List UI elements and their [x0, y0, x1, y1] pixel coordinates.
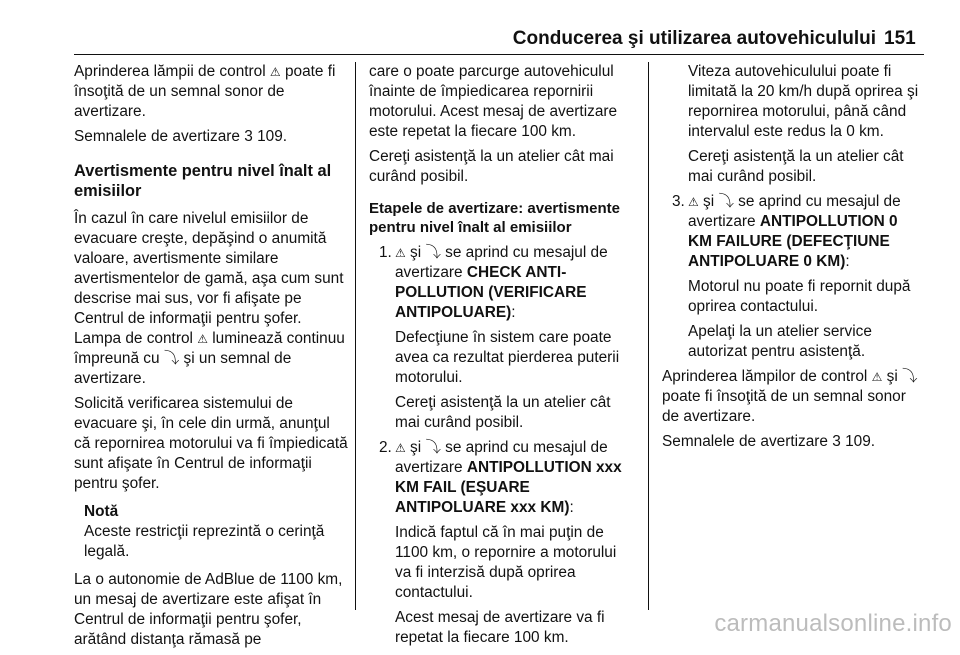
- paragraph: care o poate parcurge autovehiculul înainte de împiedicarea repornirii motorului. Acest mesaj de avertizare este repetat la fiecare 100 km.: [369, 63, 618, 140]
- emission-lamp-icon: ⤵: [718, 193, 734, 210]
- paragraph: Solicită verificarea sistemului de evacuare şi, în cele din urmă, anunţul că repornirea motorului va fi împiedicată sunt afişate în Centrul de informaţii pentru şofer.: [74, 395, 348, 492]
- emission-lamp-icon: ⤵: [902, 368, 918, 385]
- list-item: 2. ⚠ şi ⤵ se aprind cu mesajul de avertizare ANTIPOLLUTION xxx KM FAIL (EŞUARE ANTIPOLUARE xxx KM): Indică faptul că în mai puţin de 1100 km, o repornire a motorului va fi interzisă după oprirea contactului. Acest mesaj de avertizare va fi repetat la fiecare 100 km.: [379, 439, 622, 646]
- control-lamp-icon: ⚠: [395, 246, 406, 260]
- control-lamp-icon: ⚠: [688, 195, 699, 209]
- header-rule: [74, 54, 924, 55]
- paragraph: Semnalele de avertizare 3 109.: [662, 433, 876, 450]
- warning-message: ANTIPOLLUTION xxx KM FAIL (EŞUARE ANTIPOLUARE xxx KM): [395, 459, 622, 516]
- control-lamp-icon: ⚠: [395, 441, 406, 455]
- paragraph: Aprinderea lămpilor de control ⚠ şi ⤵ poate fi însoţită de un semnal sonor de avertizare.: [662, 368, 918, 425]
- header-title: Conducerea şi utilizarea autovehiculului: [512, 28, 876, 49]
- list-item-continuation: Viteza autovehiculului poate fi limitată la 20 km/h după oprirea şi repornirea motorului, până când intervalul este redus la 0 km. Cereţi asistenţă la un atelier cât mai curând posibil.: [688, 63, 919, 185]
- note-text: Aceste restricţii reprezintă o cerinţă legală.: [84, 523, 325, 560]
- list-number: 1.: [379, 244, 392, 261]
- paragraph: Semnalele de avertizare 3 109.: [74, 128, 288, 145]
- page-reference-link[interactable]: 109.: [840, 433, 876, 450]
- note-title: Notă: [84, 503, 119, 520]
- emission-lamp-icon: ⤵: [425, 244, 441, 261]
- column-3: [662, 62, 924, 457]
- paragraph: Aprinderea lămpii de control ⚠ poate fi însoţită de un semnal sonor de avertizare.: [74, 63, 336, 120]
- warning-message: ANTIPOLLUTION 0 KM FAILURE (DEFECŢIUNE ANTIPOLUARE 0 KM): [688, 213, 898, 270]
- list-number: 2.: [379, 439, 392, 456]
- paragraph: La o autonomie de AdBlue de 1100 km, un mesaj de avertizare este afişat în Centrul de informaţii pentru şofer, arătând distanţa rămasă pe: [74, 571, 343, 648]
- reference-arrow-icon: 3: [832, 433, 841, 450]
- paragraph: Cereţi asistenţă la un atelier cât mai curând posibil.: [369, 148, 614, 185]
- page-reference-link[interactable]: 109.: [252, 128, 288, 145]
- column-2: [369, 62, 633, 653]
- warning-message: CHECK ANTI-POLLUTION (VERIFICARE ANTIPOLUARE): [395, 264, 587, 321]
- column-1: [74, 62, 350, 655]
- control-lamp-icon: ⚠: [871, 370, 883, 384]
- control-lamp-icon: ⚠: [197, 332, 208, 346]
- control-lamp-icon: ⚠: [269, 65, 281, 79]
- paragraph: În cazul în care nivelul emisiilor de evacuare creşte, depăşind o anumită valoare, avertismente similare avertismentelor de gamă, aşa cum sunt descrise mai sus, vor fi afişate pe Centrul de informaţii pentru şofer. Lampa de control ⚠ luminează continuu împreună cu ⤵ şi un semnal de avertizare.: [74, 210, 345, 387]
- section-heading: Avertismente pentru nivel înalt al emisiilor: [74, 162, 332, 200]
- reference-arrow-icon: 3: [244, 128, 253, 145]
- list-item: 3. ⚠ şi ⤵ se aprind cu mesajul de avertizare ANTIPOLLUTION 0 KM FAILURE (DEFECŢIUNE ANTIPOLUARE 0 KM): Motorul nu poate fi repornit după oprirea contactului. Apelaţi la un atelier service autorizat pentru asistenţă.: [672, 193, 911, 360]
- list-number: 3.: [672, 193, 685, 210]
- subsection-heading: Etapele de avertizare: avertismente pentru nivel înalt al emisiilor: [369, 200, 620, 236]
- emission-lamp-icon: ⤵: [425, 439, 441, 456]
- note-box: [74, 502, 350, 562]
- list-item: 1. ⚠ şi ⤵ se aprind cu mesajul de avertizare CHECK ANTI-POLLUTION (VERIFICARE ANTIPOLUARE): Defecţiune în sistem care poate avea ca rezultat pierderea puterii motorului. Cereţi asistenţă la un atelier cât mai curând posibil.: [379, 244, 620, 431]
- column-divider-1: [355, 62, 356, 610]
- column-divider-2: [648, 62, 649, 610]
- page-number: 151: [884, 28, 916, 49]
- watermark: carmanualsonline.info: [714, 610, 952, 637]
- emission-lamp-icon: ⤵: [163, 350, 180, 367]
